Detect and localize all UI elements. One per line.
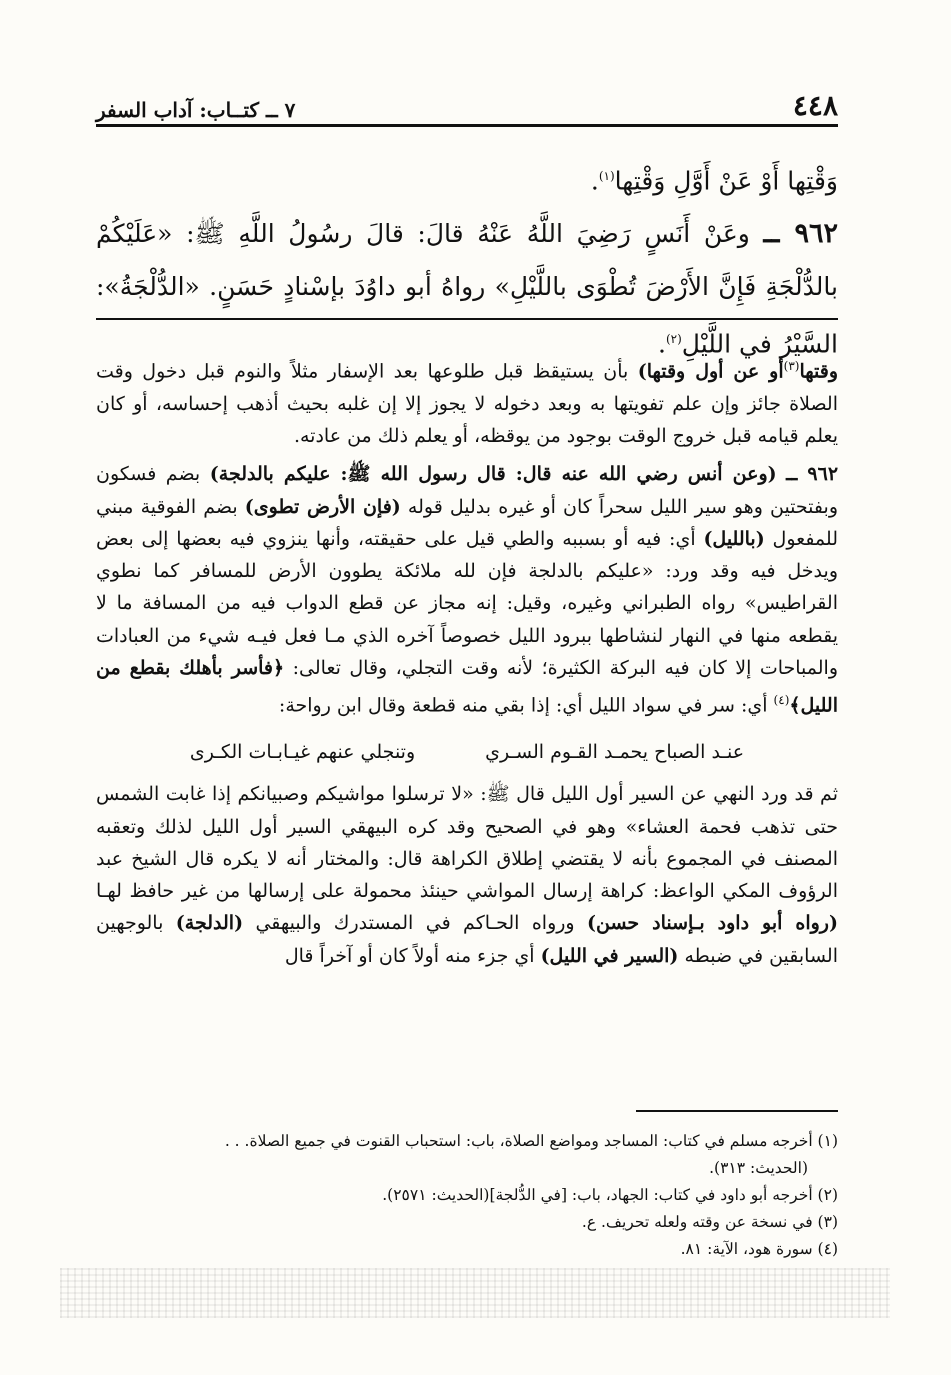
verse-hemistich-1: عنـد الصباح يحمـد القـوم السـري <box>485 740 745 763</box>
commentary-paragraph-2: ٩٦٢ ــ (وعن أنس رضي الله عنه قال: قال رسول الله ﷺ: عليكم بالدلجة) بضم فسكون وبفتحتين وهو سير الليل سحراً كان أو غيره بدليل قوله (فإن الأرض تطوى) بضم الفوقية مبني للمفعول (بالليل) أي: فيه أو بسببه والطي قيل على حقيقته، وأنها ينزوي فيه بعضها إلى بعض ويدخل فيه وقد ورد: «عليكم بالدلجة فإن لله ملائكة يطوون الأرض للمسافر كما نطوي القراطيس» رواه الطبراني وغيره، وقيل: إنه مجاز عن قطع الدواب فيه من المسافة ما لا يقطعه منها في النهار لنشاطها ببرود الليل خصوصاً آخره الذي مـا فعل فيـه شيء من العبادات والمباحات إلا كان فيه البركة الكثيرة؛ لأنه وقت التجلي، وقال تعالى: ﴿فأسر بأهلك بقطع من الليل﴾$^{(٤)}$ أي: سر في سواد الليل أي: إذا بقي منه قطعة وقال ابن رواحة: <box>96 463 839 717</box>
footnote-4: (٤) سورة هود، الآية: ٨١. <box>680 1240 838 1258</box>
page-header <box>96 82 838 122</box>
poetry-verse <box>96 736 838 768</box>
commentary-block <box>96 350 838 978</box>
footnote-1: (١) أخرجه مسلم في كتاب: المساجد ومواضع الصلاة، باب: استحباب القنوت في جميع الصلاة. . . <box>224 1132 838 1150</box>
commentary-paragraph-1: وقتها$^{(٣)}$أو عن أول وقتها) بأن يستيقظ قبل طلوعها بعد الإسفار مثلاً والنوم قبل دخول وقت الصلاة جائز وإن علم تفويتها به وبعد دخوله لا يجوز إلا إن غلبه بحيث أذهب إحساسه، أو كان يعلم قيامه قبل خروج الوقت بوجود من يوقظه، أو يعلم ذلك من عادته. <box>96 359 838 447</box>
footnote-1-continuation: (الحديث: ٣١٣). <box>709 1159 808 1177</box>
page-number: ٤٤٨ <box>792 89 838 122</box>
commentary-paragraph-3: ثم قد ورد النهي عن السير أول الليل قال ﷺ: «لا ترسلوا مواشيكم وصبيانكم إذا غابت الشمس حتى تذهب فحمة العشاء» وهو في الصحيح وقد كره البيهقي السير أول الليل لذلك وتعقبه المصنف في المجموع بأنه لا يقتضي إطلاق الكراهة قال: والمختار أنه لا يكره قال الشيخ عبد الرؤوف المكي الواعظ: كراهة إرسال المواشي حينئذ محمولة على إرسالها من غير حافظ لهـا (رواه أبو داود بـإسناد حسن) ورواه الحـاكم في المستدرك والبيهقي (الدلجة) بالوجهين السابقين في ضبطه (السير في الليل) أي جزء منه أولاً كان أو آخراً قال <box>96 783 838 967</box>
footnote-separator <box>636 1110 838 1112</box>
chapter-title: ٧ ــ كتــاب: آداب السفر <box>96 98 296 122</box>
header-rule <box>96 124 838 127</box>
footnote-3: (٣) في نسخة عن وقته ولعله تحريف. ع. <box>581 1213 838 1231</box>
hadith-962: ٩٦٢ ــ وعَنْ أَنَسٍ رَضِيَ اللَّهُ عَنْهُ قالَ: قالَ رسُولُ اللَّهِ ﷺ: «عَلَيْكُمْ بالدُّلْجَةِ فَإِنَّ الأَرْضَ تُطْوَى باللَّيْلِ» رواهُ أبو داوُدَ بإسْنادٍ حَسَنٍ. «الدُّلْجَةُ»: السَّيْرُ في اللَّيْلِ$^{(٢)}$. <box>96 218 838 359</box>
footnote-2: (٢) أخرجه أبو داود في كتاب: الجهاد، باب: [في الدُّلجة](الحديث: ٢٥٧١). <box>382 1186 838 1204</box>
matn-separator <box>96 318 838 320</box>
hadith-number: ٩٦٢ ــ <box>763 218 838 250</box>
hadith-text-block <box>96 150 838 371</box>
matn-line-1: وَقْتِها أَوْ عَنْ أَوَّلِ وَقْتِها$^{(١)}$. <box>590 166 838 196</box>
bottom-ornament <box>60 1268 890 1318</box>
footnotes <box>96 1128 838 1263</box>
verse-hemistich-2: وتنجلي عنهم غيـابـات الكـرى <box>189 740 416 763</box>
